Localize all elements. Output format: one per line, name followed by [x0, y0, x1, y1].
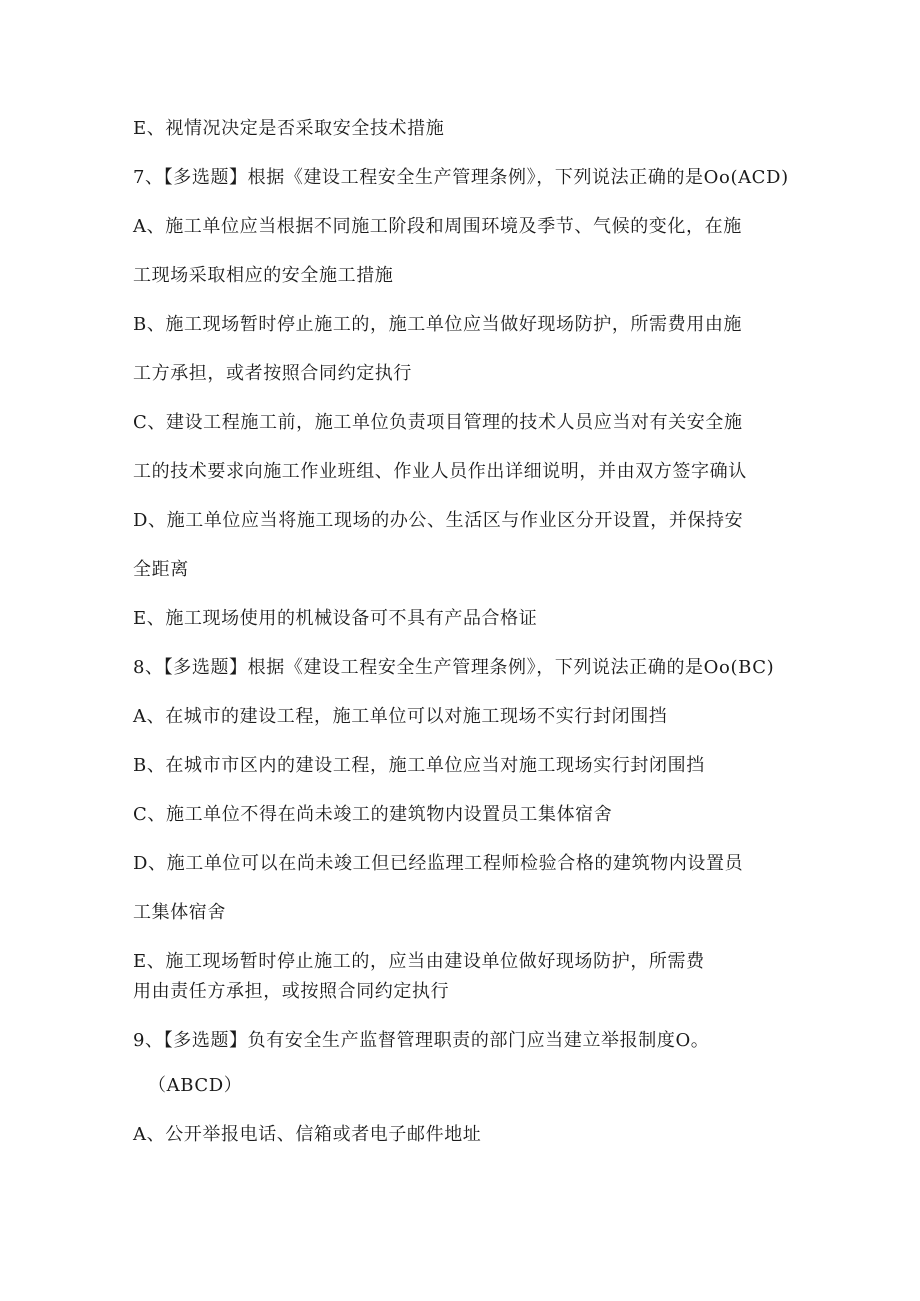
q8-option-d-cont: 工集体宿舍: [133, 902, 226, 923]
q6-option-e: E、视情况决定是否采取安全技术措施: [133, 118, 445, 139]
q7-option-a: A、施工单位应当根据不同施工阶段和周围环境及季节、气候的变化，在施: [133, 216, 742, 237]
q8-option-e-cont: 用由责任方承担，或按照合同约定执行: [133, 981, 450, 1002]
q7-option-c: C、建设工程施工前，施工单位负责项目管理的技术人员应当对有关安全施: [133, 412, 743, 433]
q7-option-a-cont: 工现场采取相应的安全施工措施: [133, 265, 394, 286]
q7-option-d: D、施工单位应当将施工现场的办公、生活区与作业区分开设置，并保持安: [133, 510, 744, 531]
q7-option-d-cont: 全距离: [133, 559, 189, 580]
q8-option-c: C、施工单位不得在尚未竣工的建筑物内设置员工集体宿舍: [133, 804, 613, 825]
q7-question: 7、【多选题】根据《建设工程安全生产管理条例》，下列说法正确的是Oo(ACD): [133, 167, 789, 188]
q8-option-e: E、施工现场暂时停止施工的，应当由建设单位做好现场防护，所需费: [133, 951, 705, 972]
q8-option-a: A、在城市的建设工程，施工单位可以对施工现场不实行封闭围挡: [133, 706, 668, 727]
q7-option-b: B、施工现场暂时停止施工的，施工单位应当做好现场防护，所需费用由施: [133, 314, 743, 335]
q9-answer: （ABCD）: [148, 1075, 243, 1096]
q7-option-c-cont: 工的技术要求向施工作业班组、作业人员作出详细说明，并由双方签字确认: [133, 461, 747, 482]
q9-option-a: A、公开举报电话、信箱或者电子邮件地址: [133, 1124, 482, 1145]
q8-option-b: B、在城市市区内的建设工程，施工单位应当对施工现场实行封闭围挡: [133, 755, 705, 776]
q8-question: 8、【多选题】根据《建设工程安全生产管理条例》，下列说法正确的是Oo(BC): [133, 657, 775, 678]
q9-question: 9、【多选题】负有安全生产监督管理职责的部门应当建立举报制度O。: [133, 1030, 710, 1051]
q8-option-d: D、施工单位可以在尚未竣工但已经监理工程师检验合格的建筑物内设置员: [133, 853, 744, 874]
q7-option-e: E、施工现场使用的机械设备可不具有产品合格证: [133, 608, 538, 629]
q7-option-b-cont: 工方承担，或者按照合同约定执行: [133, 363, 412, 384]
